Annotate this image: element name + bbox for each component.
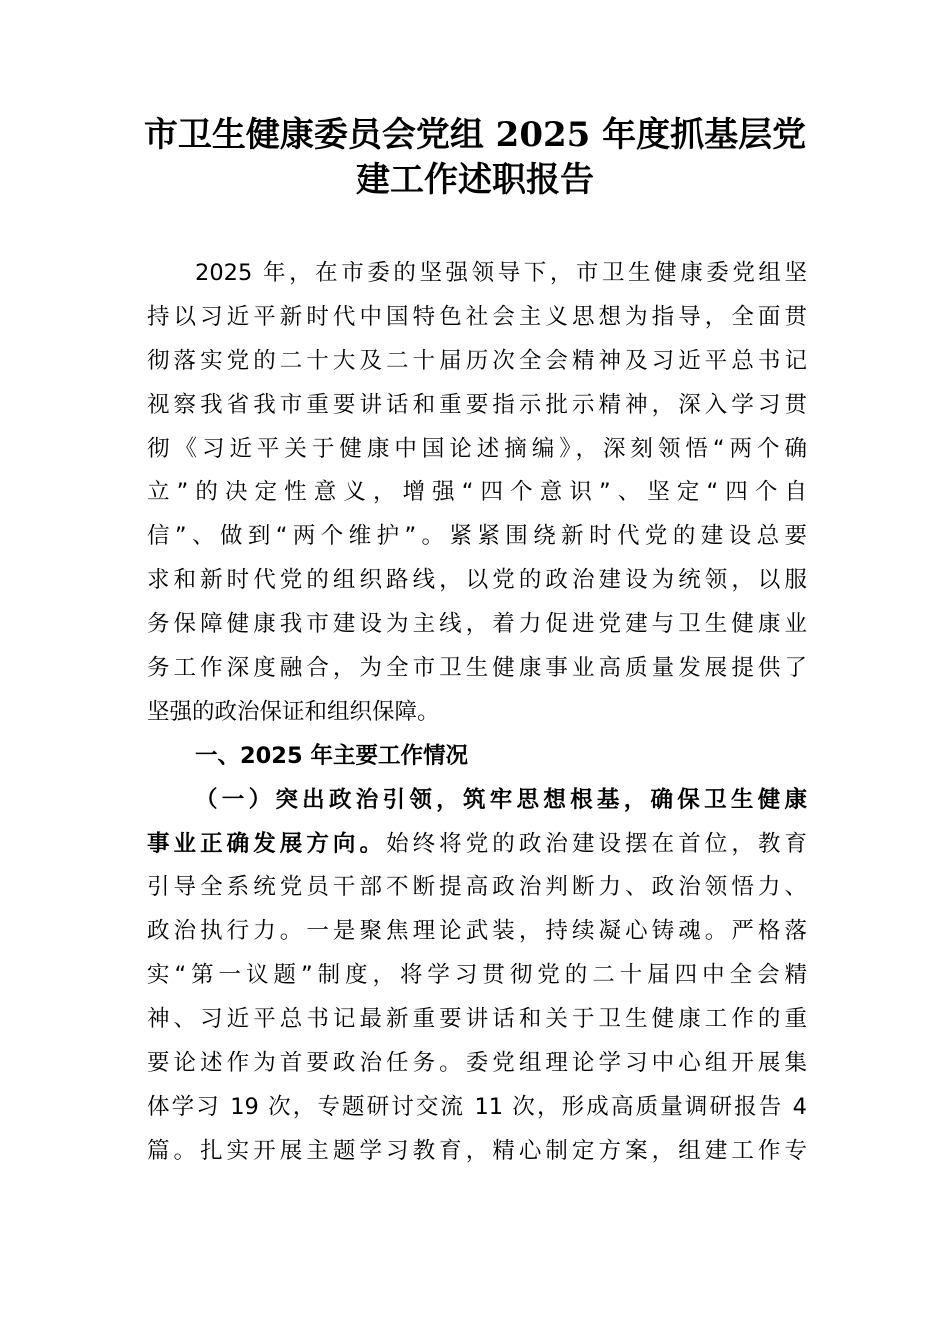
- subsection-paragraph: [147, 779, 807, 1174]
- subsection-heading-line: （一）突出政治引领，筑牢思想根基，确保卫生健康: [195, 786, 807, 813]
- subsection-heading-tail: 事业正确发展方向。: [147, 830, 387, 857]
- paragraph-line: 神、习近平总书记最新重要讲话和关于卫生健康工作的重: [147, 1006, 807, 1033]
- paragraph-line: 持以习近平新时代中国特色社会主义思想为指导，全面贯: [147, 303, 807, 330]
- paragraph-line: 彻《习近平关于健康中国论述摘编》，深刻领悟“两个确: [147, 435, 807, 462]
- paragraph-line: 篇。扎实开展主题学习教育，精心制定方案，组建工作专: [147, 1137, 807, 1164]
- paragraph-line: 政治执行力。一是聚焦理论武装，持续凝心铸魂。严格落: [147, 918, 807, 945]
- paragraph-line: 求和新时代党的组织路线，以党的政治建设为统领，以服: [147, 567, 807, 594]
- title-line-1: 市卫生健康委员会党组 2025 年度抓基层党: [143, 115, 807, 155]
- paragraph-line: 立”的决定性意义，增强“四个意识”、坚定“四个自: [147, 479, 807, 506]
- intro-paragraph: [147, 252, 807, 735]
- title-line-2: 建工作述职报告: [356, 160, 594, 200]
- paragraph-line: 视察我省我市重要讲话和重要指示批示精神，深入学习贯: [147, 391, 807, 418]
- paragraph-line: 引导全系统党员干部不断提高政治判断力、政治领悟力、: [147, 874, 807, 901]
- document-body: [147, 252, 807, 1174]
- paragraph-line: 要论述作为首要政治任务。委党组理论学习中心组开展集: [147, 1050, 807, 1077]
- paragraph-line: 信”、做到“两个维护”。紧紧围绕新时代党的建设总要: [147, 523, 807, 550]
- paragraph-text: 始终将党的政治建设摆在首位，教育: [386, 830, 807, 857]
- paragraph-line: 务工作深度融合，为全市卫生健康事业高质量发展提供了: [147, 655, 807, 682]
- paragraph-line: 实“第一议题”制度，将学习贯彻党的二十届四中全会精: [147, 962, 807, 989]
- paragraph-line: 务保障健康我市建设为主线，着力促进党建与卫生健康业: [147, 611, 807, 638]
- paragraph-line: 2025 年，在市委的坚强领导下，市卫生健康委党组坚: [195, 260, 807, 286]
- document-title: [140, 113, 810, 203]
- paragraph-line: 彻落实党的二十大及二十届历次全会精神及习近平总书记: [147, 347, 807, 374]
- paragraph-line: 体学习 19 次，专题研讨交流 11 次，形成高质量调研报告 4: [147, 1093, 807, 1120]
- paragraph-line: 坚强的政治保证和组织保障。: [147, 698, 440, 725]
- section-heading: 一、2025 年主要工作情况: [195, 742, 468, 769]
- paragraph-line: [147, 823, 807, 867]
